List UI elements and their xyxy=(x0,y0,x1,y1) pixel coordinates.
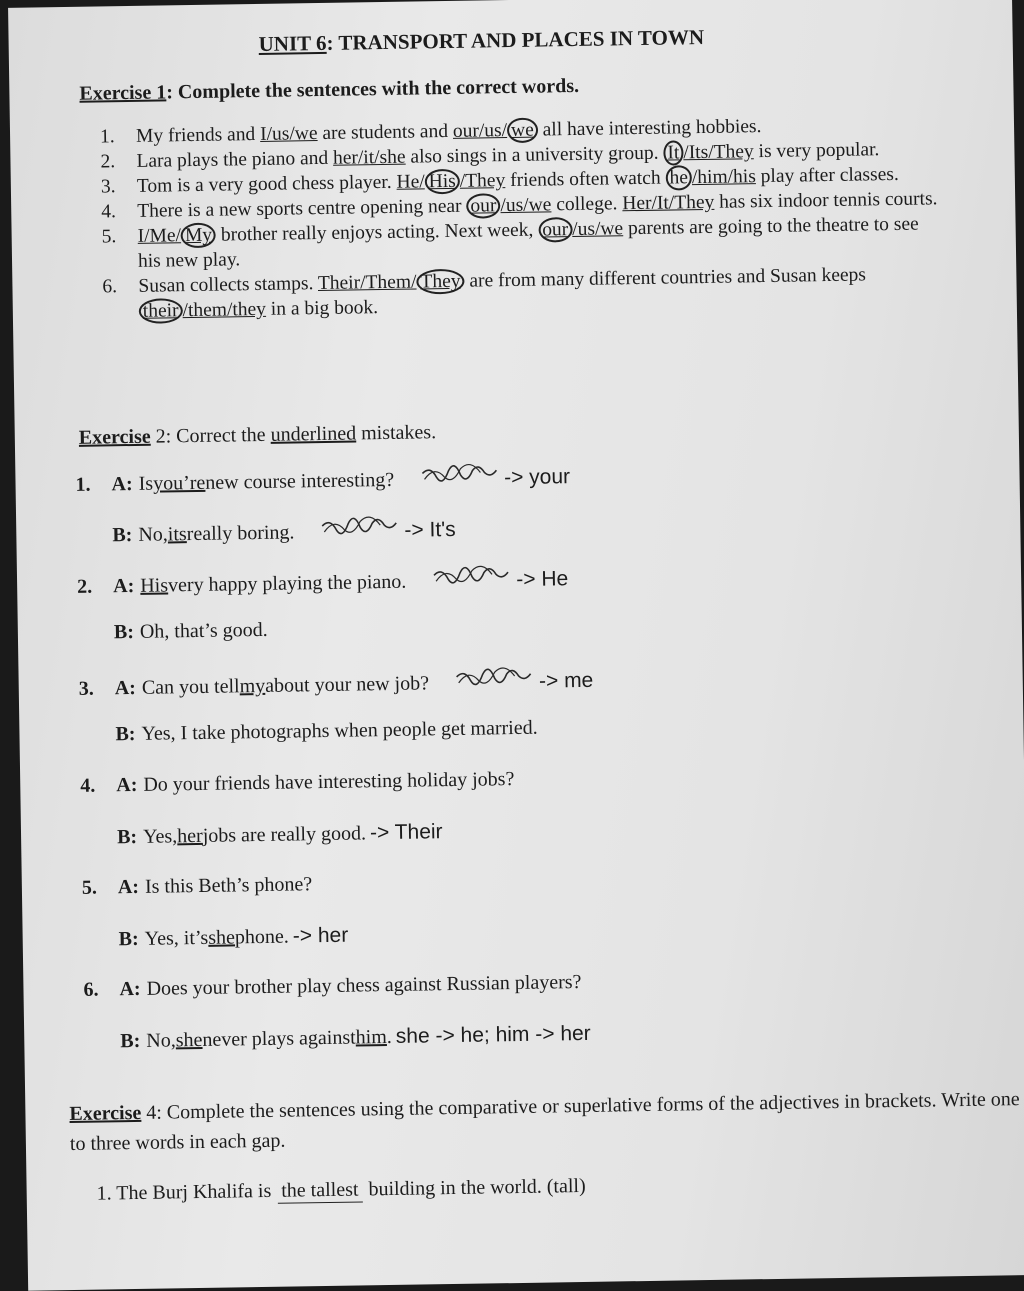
option-group: He/ xyxy=(396,171,425,193)
text: Tom is a very good chess player. xyxy=(136,171,397,197)
text: Oh, that’s good. xyxy=(139,618,268,643)
underlined-mistake: you’re xyxy=(152,471,206,495)
circled-answer: our xyxy=(466,193,500,219)
item-number xyxy=(76,541,112,542)
exercise-2-underlined-word: underlined xyxy=(270,422,357,446)
speaker-label: B: xyxy=(116,825,138,849)
handwritten-correction: -> her xyxy=(292,923,349,948)
underlined-mistake: His xyxy=(140,574,169,597)
speaker-label: A: xyxy=(114,676,137,700)
circled-answer: It xyxy=(663,140,683,165)
text: Susan collects stamps. xyxy=(138,273,319,297)
text: new course interesting? xyxy=(205,468,395,494)
speaker-label: A: xyxy=(119,977,141,1001)
exercise-4-heading xyxy=(69,1084,1024,1159)
item-number: 3. xyxy=(78,677,94,700)
circled-answer: he xyxy=(665,165,692,190)
speaker-label: B: xyxy=(118,927,139,951)
text: My friends and xyxy=(135,123,261,147)
text: play after classes. xyxy=(755,163,899,188)
option-group: /us/we xyxy=(572,218,624,241)
handwritten-correction: -> me xyxy=(538,668,594,693)
exercise-2-list xyxy=(75,455,985,1081)
exercise-2-heading xyxy=(79,419,437,451)
text: Does your brother play chess against Russian players? xyxy=(146,971,582,1000)
item-number xyxy=(80,740,116,741)
exercise-1-label: Exercise 1 xyxy=(79,81,167,105)
item-number: 1. xyxy=(96,1182,112,1205)
exercise-2-label: Exercise xyxy=(78,425,151,449)
handwritten-scribble xyxy=(420,462,500,485)
underlined-mistake: my xyxy=(239,674,266,698)
handwritten-scribble xyxy=(320,515,400,538)
circled-answer: we xyxy=(507,118,538,143)
item-number: 2. xyxy=(100,151,116,173)
option-group: I/us/we xyxy=(259,123,318,145)
text: jobs are really good. xyxy=(202,822,367,847)
circled-answer: My xyxy=(181,223,216,249)
item-number: 4. xyxy=(80,774,96,797)
option-group: Her/It/They xyxy=(622,191,715,215)
option-group: /him/his xyxy=(691,166,757,189)
text: Do your friends have interesting holiday jobs? xyxy=(143,768,515,796)
text: . xyxy=(386,1025,392,1049)
text: Yes, xyxy=(142,825,178,848)
text: has six indoor tennis courts. xyxy=(714,188,938,213)
speaker-label: A: xyxy=(116,773,138,797)
item-number: 2. xyxy=(76,575,93,598)
text: really boring. xyxy=(186,521,295,546)
exercise-4-instruction: 4: Complete the sentences using the comparative or superlative forms of the adjectives in brackets. Write one to three words in each gap. xyxy=(69,1088,1020,1156)
exercise-1-list xyxy=(100,111,943,324)
text: college. xyxy=(551,193,623,216)
exercise-1-heading xyxy=(79,73,579,107)
handwritten-correction: -> He xyxy=(516,567,569,591)
option-group: /They xyxy=(459,170,506,192)
text: There is a new sports centre opening near xyxy=(137,195,467,222)
circled-answer: their xyxy=(139,298,183,324)
speaker-label: A: xyxy=(112,574,135,598)
handwritten-correction: -> Their xyxy=(369,820,443,845)
item-number xyxy=(78,638,114,639)
circled-answer: His xyxy=(424,169,459,195)
text: in a big book. xyxy=(265,297,379,320)
text: brother really enjoys acting. Next week, xyxy=(215,219,539,246)
text: is very popular. xyxy=(753,139,880,163)
worksheet-page xyxy=(8,0,1024,1291)
option-group: our/us/ xyxy=(452,120,508,142)
text: Yes, it’s xyxy=(144,926,209,950)
text: Can you tell xyxy=(141,675,240,699)
item-number xyxy=(83,945,119,946)
speaker-label: B: xyxy=(112,523,133,547)
option-group: /us/we xyxy=(500,194,552,217)
option-group: I/Me/ xyxy=(137,225,182,247)
speaker-label: B: xyxy=(120,1029,141,1053)
handwritten-correction: -> It's xyxy=(404,517,456,542)
text: are students and xyxy=(317,120,454,145)
item-number: 1. xyxy=(99,126,115,148)
item-number xyxy=(81,843,117,844)
text: No, xyxy=(138,523,168,546)
text: Lara plays the piano and xyxy=(136,147,334,172)
handwritten-correction: -> your xyxy=(503,465,571,490)
item-number: 4. xyxy=(101,201,117,223)
text: The Burj Khalifa is xyxy=(116,1179,272,1205)
exercise-2-instruction-end: mistakes. xyxy=(355,421,437,445)
underlined-mistake: him xyxy=(355,1026,387,1049)
text: building in the world. (tall) xyxy=(368,1174,586,1201)
text: No, xyxy=(146,1029,176,1052)
handwritten-scribble xyxy=(432,564,512,587)
item-number xyxy=(84,1047,120,1048)
option-group: /them/they xyxy=(182,298,267,322)
page-title xyxy=(258,25,704,57)
circled-answer: They xyxy=(416,269,464,295)
exercise-2-instruction: 2: Correct the xyxy=(150,423,271,448)
underlined-mistake: she xyxy=(175,1028,203,1052)
speaker-label: A: xyxy=(111,472,133,496)
speaker-label: B: xyxy=(115,722,136,746)
exercise-4-item xyxy=(97,1175,586,1207)
exercise-1-instruction: : Complete the sentences with the correct words. xyxy=(166,74,580,104)
text: all have interesting hobbies. xyxy=(537,116,762,141)
handwritten-correction: she -> he; him -> her xyxy=(395,1021,591,1048)
title-unit: UNIT 6 xyxy=(258,30,327,56)
underlined-mistake: her xyxy=(177,824,203,848)
exercise-4-label: Exercise xyxy=(69,1101,142,1126)
speaker-label: A: xyxy=(117,875,140,899)
item-number: 6. xyxy=(102,276,118,298)
option-group: /Its/They xyxy=(683,141,754,164)
text: parents are going to the theatre to see his new play. xyxy=(137,213,919,272)
text: never plays against xyxy=(202,1026,356,1051)
text: phone. xyxy=(234,925,289,949)
text: friends often watch xyxy=(505,167,666,192)
option-group: her/it/she xyxy=(332,146,406,169)
underlined-mistake: its xyxy=(167,523,187,546)
text: are from many different countries and Susan keeps xyxy=(464,264,867,292)
speaker-label: B: xyxy=(113,620,135,644)
item-number: 6. xyxy=(83,978,99,1001)
text: Is xyxy=(138,472,154,495)
text: Is this Beth’s phone? xyxy=(144,873,313,898)
text: also sings in a university group. xyxy=(405,142,664,168)
circled-answer: our xyxy=(538,217,572,243)
item-number: 5. xyxy=(101,226,117,248)
title-text: : TRANSPORT AND PLACES IN TOWN xyxy=(326,24,705,55)
filled-gap: the tallest xyxy=(277,1178,363,1203)
item-number: 5. xyxy=(81,876,98,899)
handwritten-scribble xyxy=(455,666,535,689)
option-group: Their/Them/ xyxy=(317,271,417,295)
item-number: 3. xyxy=(100,176,116,198)
underlined-mistake: she xyxy=(208,926,236,949)
item-number: 1. xyxy=(75,473,91,496)
text: Yes, I take photographs when people get married. xyxy=(141,716,538,745)
text: very happy playing the piano. xyxy=(167,570,407,597)
text: about your new job? xyxy=(265,672,430,697)
